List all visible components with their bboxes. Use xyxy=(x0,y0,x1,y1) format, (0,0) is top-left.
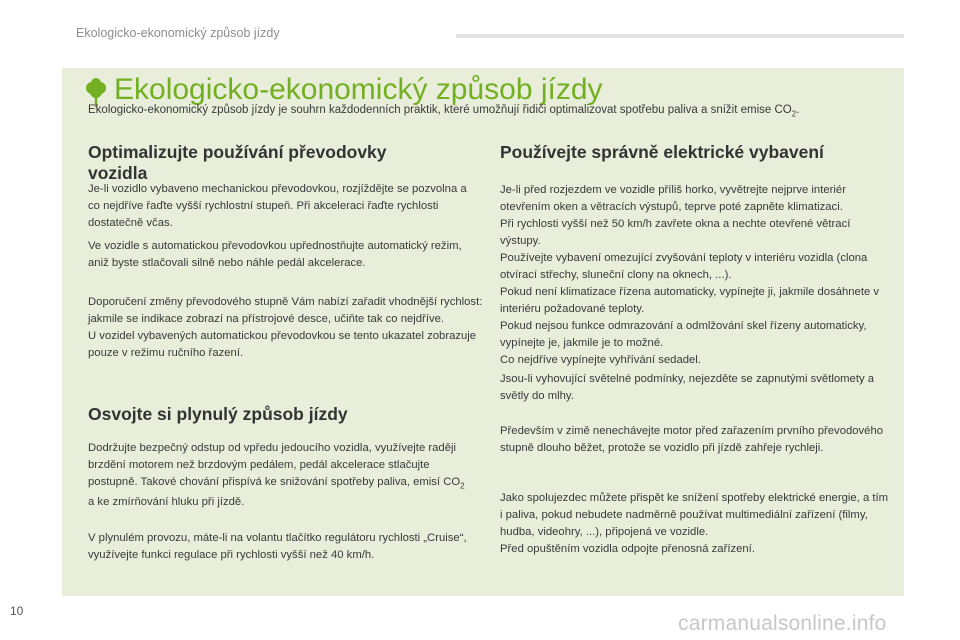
paragraph-electrical-d: Pokud není klimatizace řízena automaticky, vypínejte ji, jakmile dosáhnete v interiéru požadované teploty. xyxy=(500,286,880,315)
paragraph-electrical-e: Pokud nejsou funkce odmrazování a odmlžování skel řízeny automaticky, vypínejte je, jakmile je to možné. xyxy=(500,320,867,349)
paragraph-passenger-b: Před opuštěním vozidla odpojte přenosná zařízení. xyxy=(500,543,755,555)
intro-prefix: Ekologicko-ekonomický způsob jízdy je souhrn každodenních praktik, které umožňují řidiči optimalizovat spotřebu paliva a snížit emise CO xyxy=(88,104,792,116)
page-title: Ekologicko-ekonomický způsob jízdy xyxy=(114,73,603,106)
section-title-electrical: Používejte správně elektrické vybavení xyxy=(500,142,824,162)
section-title-gearbox xyxy=(88,142,478,184)
intro-subscript: 2 xyxy=(791,109,797,119)
paragraph-gear-recommendation-a: Doporučení změny převodového stupně Vám nabízí zařadit vhodnější rychlost: jakmile se indikace zobrazí na přístrojové desce, učiňte tak co nejdříve. xyxy=(88,296,483,325)
paragraph-winter-engine: Především v zimě nenechávejte motor před zařazením prvního převodového stupně dlouho běžet, protože se vozidlo při jízdě zahřeje rychleji. xyxy=(500,425,884,454)
paragraph-passenger-a: Jako spolujezdec můžete přispět ke snížení spotřeby elektrické energie, a tím i paliva, pokud nebudete nadměrně používat multimediální zařízení (filmy, hudba, videohry, ...), připojená ve vozidle. xyxy=(500,492,889,538)
paragraph-safe-distance xyxy=(88,440,473,511)
watermark: carmanualsonline.info xyxy=(678,612,887,635)
header-rule xyxy=(456,34,904,38)
paragraph-cruise: V plynulém provozu, máte-li na volantu tlačítko regulátoru rychlosti „Cruise“, využívejte funkci regulace při rychlosti vyšší než 40 km/h. xyxy=(88,532,467,561)
page-number: 10 xyxy=(10,604,24,618)
paragraph-electrical-equipment xyxy=(500,182,892,369)
running-header: Ekologicko-ekonomický způsob jízdy xyxy=(76,26,280,40)
paragraph-gear-recommendation-b: U vozidel vybavených automatickou převodovkou se tento ukazatel zobrazuje pouze v režimu ručního řazení. xyxy=(88,330,477,359)
paragraph-electrical-c: Používejte vybavení omezující zvyšování teploty v interiéru vozidla (clona otvírací střechy, sluneční clony na oknech, ...). xyxy=(500,252,868,281)
paragraph-electrical-f: Co nejdříve vypínejte vyhřívání sedadel. xyxy=(500,354,701,366)
paragraph-passenger xyxy=(500,490,892,558)
paragraph-gear-recommendation xyxy=(88,294,483,362)
section-title-gearbox-line1: Optimalizujte používání převodovky xyxy=(88,142,387,162)
paragraph-electrical-a: Je-li před rozjezdem ve vozidle příliš horko, vyvětrejte nejprve interiér otevřením oken a větracích výstupů, teprve poté zapněte klimatizaci. xyxy=(500,184,846,213)
paragraph-headlights: Jsou-li vyhovující světelné podmínky, nejezděte se zapnutými světlomety a světly do mlhy. xyxy=(500,373,875,402)
paragraph-manual-gearbox: Je-li vozidlo vybaveno mechanickou převodovkou, rozjíždějte se pozvolna a co nejdříve řaďte vyšší rychlostní stupeň. Při akceleraci řaďte rychlosti dostatečně včas. xyxy=(88,183,467,229)
paragraph-electrical-b: Při rychlosti vyšší než 50 km/h zavřete okna a nechte otevřené větrací výstupy. xyxy=(500,218,851,247)
section-title-gearbox-line2: vozidla xyxy=(88,163,148,183)
paragraph-safe-distance-sub: 2 xyxy=(460,481,465,491)
paragraph-safe-distance-prefix: Dodržujte bezpečný odstup od vpředu jedoucího vozidla, využívejte raději brzdění motorem než brzdovým pedálem, pedál akcelerace stlačujte postupně. Takové chování přispívá ke snižování spotřeby paliva, emisí CO xyxy=(88,442,461,488)
paragraph-automatic-gearbox: Ve vozidle s automatickou převodovkou upřednostňujte automatický režim, aniž byste stlačovali silně nebo náhle pedál akcelerace. xyxy=(88,240,462,269)
intro-suffix: . xyxy=(796,104,800,116)
section-title-smooth-driving: Osvojte si plynulý způsob jízdy xyxy=(88,404,348,424)
intro-text xyxy=(88,104,888,118)
paragraph-safe-distance-suffix: a ke zmírňování hluku při jízdě. xyxy=(88,496,245,509)
